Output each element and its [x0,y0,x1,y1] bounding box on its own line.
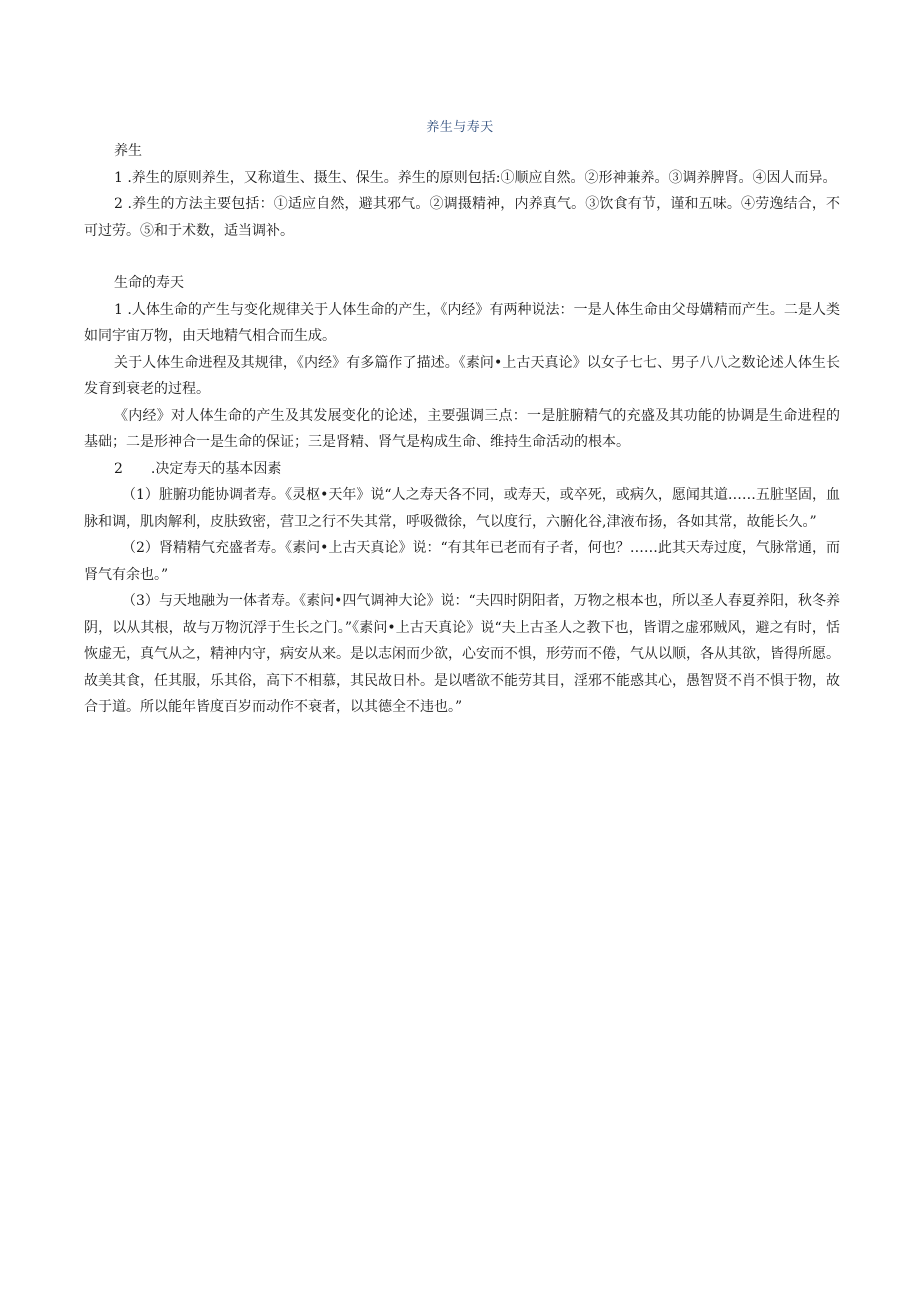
subsection-heading: 2 .决定寿天的基本因素 [114,460,282,477]
document-title: 养生与寿天 [426,120,494,135]
document-body [84,138,840,721]
list-item: （1）脏腑功能协调者寿。《灵枢•天年》说“人之寿天各不同，或寿天，或卒死，或病久，愿闻其道……五脏坚固，血脉和调，肌肉解利，皮肤致密，营卫之行不失其常，呼吸微徐，气以度行，六腑化谷,津液布扬，各如其常，故能长久。” [84,487,840,530]
paragraph: 《内经》对人体生命的产生及其发展变化的论述，主要强调三点：一是脏腑精气的充盛及其功能的协调是生命进程的基础；二是形神合一是生命的保证；三是肾精、肾气是构成生命、维持生命活动的根本。 [84,407,840,450]
section-heading-shoutian: 生命的寿天 [114,275,184,291]
paragraph: 1 .养生的原则养生，又称道生、摄生、保生。养生的原则包括:①顺应自然。②形神兼养。③调养脾肾。④因人而异。 [114,169,837,186]
paragraph: 2 .养生的方法主要包括：①适应自然，避其邪气。②调摄精神，内养真气。③饮食有节，谨和五味。④劳逸结合，不可过劳。⑤和于术数，适当调补。 [84,196,840,239]
list-item: （2）肾精精气充盛者寿。《素问•上古天真论》说：“有其年已老而有子者，何也？……此其天寿过度，气脉常通，而肾气有余也。” [84,540,840,583]
paragraph: 1 .人体生命的产生与变化规律关于人体生命的产生，《内经》有两种说法：一是人体生命由父母媾精而产生。二是人类如同宇宙万物，由天地精气相合而生成。 [84,301,840,344]
list-item: （3）与天地融为一体者寿。《素问•四气调神大论》说：“夫四时阴阳者，万物之根本也，所以圣人春夏养阳，秋冬养阴，以从其根，故与万物沉浮于生长之门。”《素问•上古天真论》说“夫上古圣人之教下也，皆谓之虚邪贼风，避之有时，恬恢虚无，真气从之，精神内守，病安从来。是以志闲而少欲，心安而不惧，形劳而不倦，气从以顺，各从其欲，皆得所愿。故美其食，任其服，乐其俗，高下不相慕，其民故日朴。是以嗜欲不能劳其目，淫邪不能惑其心，愚智贤不肖不惧于物，故合于道。所以能年皆度百岁而动作不衰者，以其德全不违也。” [84,593,840,715]
paragraph: 关于人体生命进程及其规律，《内经》有多篇作了描述。《素问•上古天真论》以女子七七、男子八八之数论述人体生长发育到衰老的过程。 [84,354,840,397]
section-heading-yangsheng: 养生 [114,143,142,159]
section-spacer [84,244,840,270]
